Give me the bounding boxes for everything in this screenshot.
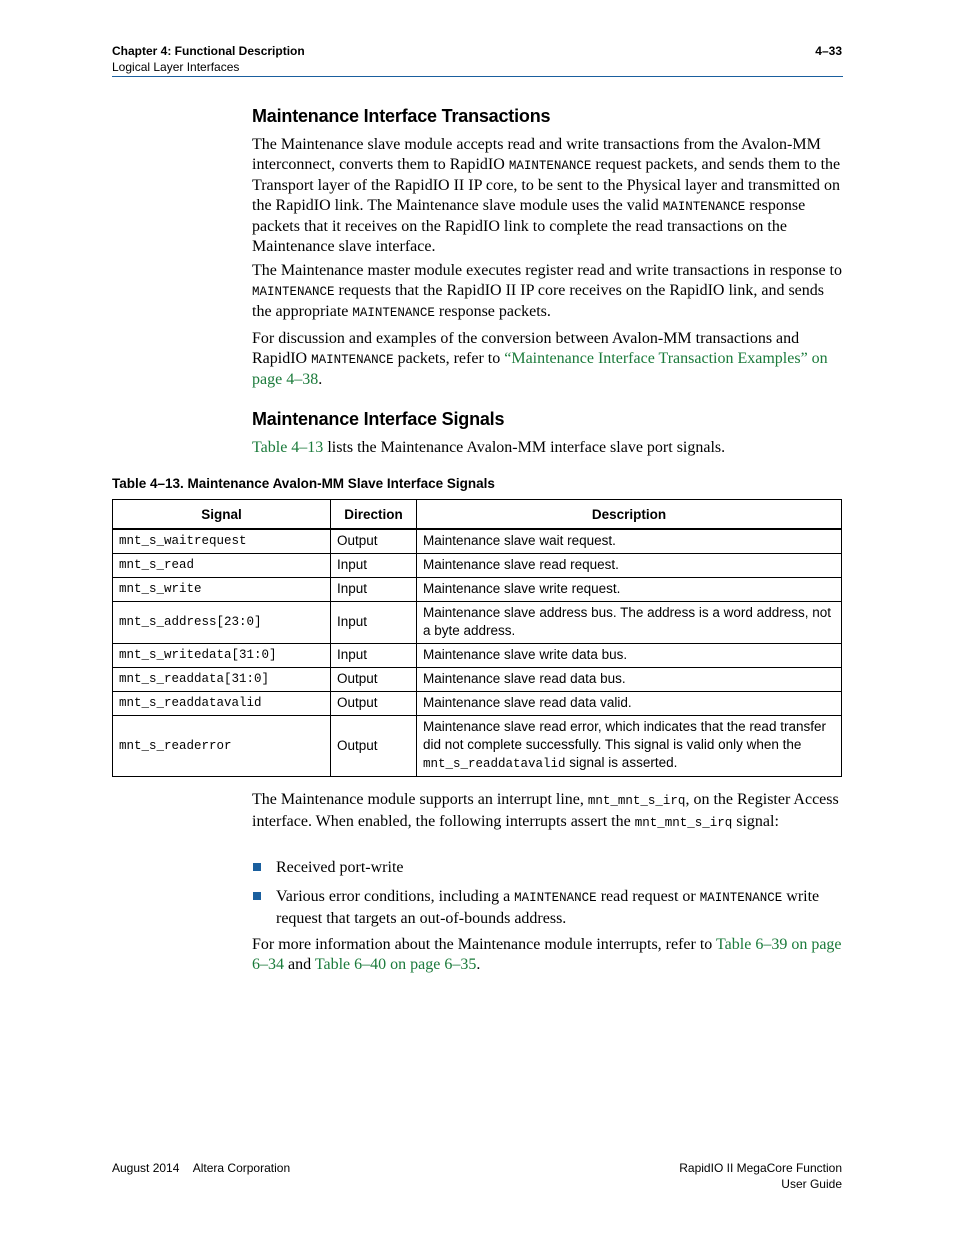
code-readdatavalid: mnt_s_readdatavalid — [423, 757, 566, 771]
footer-left — [112, 1160, 290, 1176]
list-item — [252, 887, 844, 928]
cell-description: Maintenance slave write request. — [417, 578, 842, 602]
text: The Maintenance slave module accepts read and write transactions from the Avalon-MM interconnect, converts them to RapidIO — [252, 136, 821, 173]
code-maintenance: MAINTENANCE — [311, 352, 394, 367]
cell-signal: mnt_s_read — [113, 554, 331, 578]
cell-signal: mnt_s_readerror — [113, 716, 331, 777]
footer-company: Altera Corporation — [192, 1161, 291, 1175]
cell-signal: mnt_s_writedata[31:0] — [113, 644, 331, 668]
table-row — [113, 554, 842, 578]
cell-direction: Output — [331, 716, 417, 777]
text: lists the Maintenance Avalon-MM interface slave port signals. — [323, 439, 726, 456]
cell-description: Maintenance slave address bus. The address is a word address, not a byte address. — [417, 602, 842, 644]
cell-signal: mnt_s_readdatavalid — [113, 692, 331, 716]
column-header-direction: Direction — [331, 500, 417, 530]
link-table-6-39[interactable]: Table 6–39 on page 6–34 — [252, 936, 842, 973]
code-maintenance: MAINTENANCE — [352, 306, 435, 321]
column-header-signal: Signal — [113, 500, 331, 530]
table-row — [113, 644, 842, 668]
cell-direction: Output — [331, 692, 417, 716]
cell-description — [417, 716, 842, 777]
section-title: Logical Layer Interfaces — [112, 60, 240, 74]
text: response packets. — [434, 303, 551, 321]
text: The Maintenance master module executes register read and write transactions in response to — [252, 262, 842, 279]
text: response packets that it receives on the RapidIO link to complete the read transactions on the Maintenance slave interface. — [252, 196, 806, 255]
text: For more information about the Maintenance module interrupts, refer to — [252, 936, 717, 953]
text: write request that targets an out-of-bounds address. — [276, 888, 820, 927]
paragraph-more-info — [252, 935, 844, 974]
list-item — [252, 858, 844, 878]
column-header-description: Description — [417, 500, 842, 530]
text: . — [318, 371, 323, 389]
table-row — [113, 716, 842, 777]
heading-maintenance-interface-signals: Maintenance Interface Signals — [252, 409, 505, 429]
page-number: 4–33 — [815, 44, 842, 58]
cell-signal: mnt_s_waitrequest — [113, 529, 331, 554]
text: and — [284, 955, 315, 973]
cell-direction: Input — [331, 644, 417, 668]
text: signal: — [732, 812, 779, 830]
text: Maintenance slave read error, which indicates that the read transfer did not complete successfully. This signal is valid only when the — [423, 719, 826, 752]
table-row — [113, 578, 842, 602]
text: packets, refer to — [393, 349, 505, 367]
text: . — [476, 955, 481, 973]
cell-direction: Output — [331, 529, 417, 554]
text: , on the Register Access interface. When enabled, the following interrupts assert the — [252, 791, 839, 830]
text: signal is asserted. — [565, 755, 678, 770]
link-transaction-examples[interactable]: “Maintenance Interface Transaction Examples” on page 4–38 — [252, 349, 828, 389]
cell-description: Maintenance slave write data bus. — [417, 644, 842, 668]
cell-description: Maintenance slave read data valid. — [417, 692, 842, 716]
paragraph-master-module — [252, 261, 844, 324]
footer-product: RapidIO II MegaCore Function — [679, 1161, 842, 1175]
cell-signal: mnt_s_address[23:0] — [113, 602, 331, 644]
cell-direction: Output — [331, 668, 417, 692]
link-table-6-40[interactable]: Table 6–40 on page 6–35 — [314, 955, 477, 973]
interrupt-list — [252, 858, 844, 878]
text: For discussion and examples of the conversion between Avalon-MM transactions and RapidIO — [252, 330, 800, 367]
signals-table — [112, 499, 842, 777]
code-maintenance: MAINTENANCE — [662, 199, 746, 214]
cell-direction: Input — [331, 602, 417, 644]
bullet-square-icon — [253, 863, 261, 871]
chapter-title: Chapter 4: Functional Description — [112, 44, 305, 58]
paragraph-table-intro — [252, 438, 844, 458]
cell-description: Maintenance slave wait request. — [417, 529, 842, 554]
paragraph-interrupt-line — [252, 790, 844, 833]
header-rule — [112, 76, 843, 77]
table-caption: Table 4–13. Maintenance Avalon-MM Slave Interface Signals — [112, 476, 495, 491]
table-row — [113, 668, 842, 692]
cell-signal: mnt_s_write — [113, 578, 331, 602]
cell-description: Maintenance slave read data bus. — [417, 668, 842, 692]
code-maintenance: MAINTENANCE — [699, 891, 783, 905]
text: request packets, and sends them to the Transport layer of the RapidIO II IP core, to be sent to the Physical layer and transmitted on the RapidIO link. The Maintenance slave module uses the valid — [252, 155, 841, 214]
heading-maintenance-interface-transactions: Maintenance Interface Transactions — [252, 106, 551, 126]
text: requests that the RapidIO II IP core receives on the RapidIO link, and sends the appropriate — [252, 281, 825, 321]
text: Various error conditions, including a — [276, 888, 515, 905]
interrupt-list — [252, 887, 844, 928]
text: read request or — [596, 888, 700, 905]
link-table-4-13[interactable]: Table 4–13 — [252, 439, 324, 456]
paragraph-slave-module — [252, 135, 844, 257]
code-maintenance: MAINTENANCE — [514, 891, 597, 905]
footer-right — [679, 1160, 842, 1192]
running-header — [112, 43, 305, 75]
footer-date: August 2014 — [112, 1161, 180, 1175]
code-irq: mnt_mnt_s_irq — [634, 815, 733, 830]
table-row — [113, 692, 842, 716]
table-row — [113, 529, 842, 554]
paragraph-conversion-examples — [252, 329, 844, 390]
cell-direction: Input — [331, 554, 417, 578]
cell-description: Maintenance slave read request. — [417, 554, 842, 578]
table-header-row — [113, 500, 842, 530]
code-irq: mnt_mnt_s_irq — [587, 794, 686, 808]
table-row — [113, 602, 842, 644]
code-maintenance: MAINTENANCE — [508, 158, 592, 173]
text: Received port-write — [276, 859, 404, 876]
bullet-square-icon — [253, 892, 261, 900]
cell-direction: Input — [331, 578, 417, 602]
code-maintenance: MAINTENANCE — [252, 284, 335, 299]
footer-doc: User Guide — [781, 1177, 842, 1191]
cell-signal: mnt_s_readdata[31:0] — [113, 668, 331, 692]
text: The Maintenance module supports an interrupt line, — [252, 791, 588, 808]
